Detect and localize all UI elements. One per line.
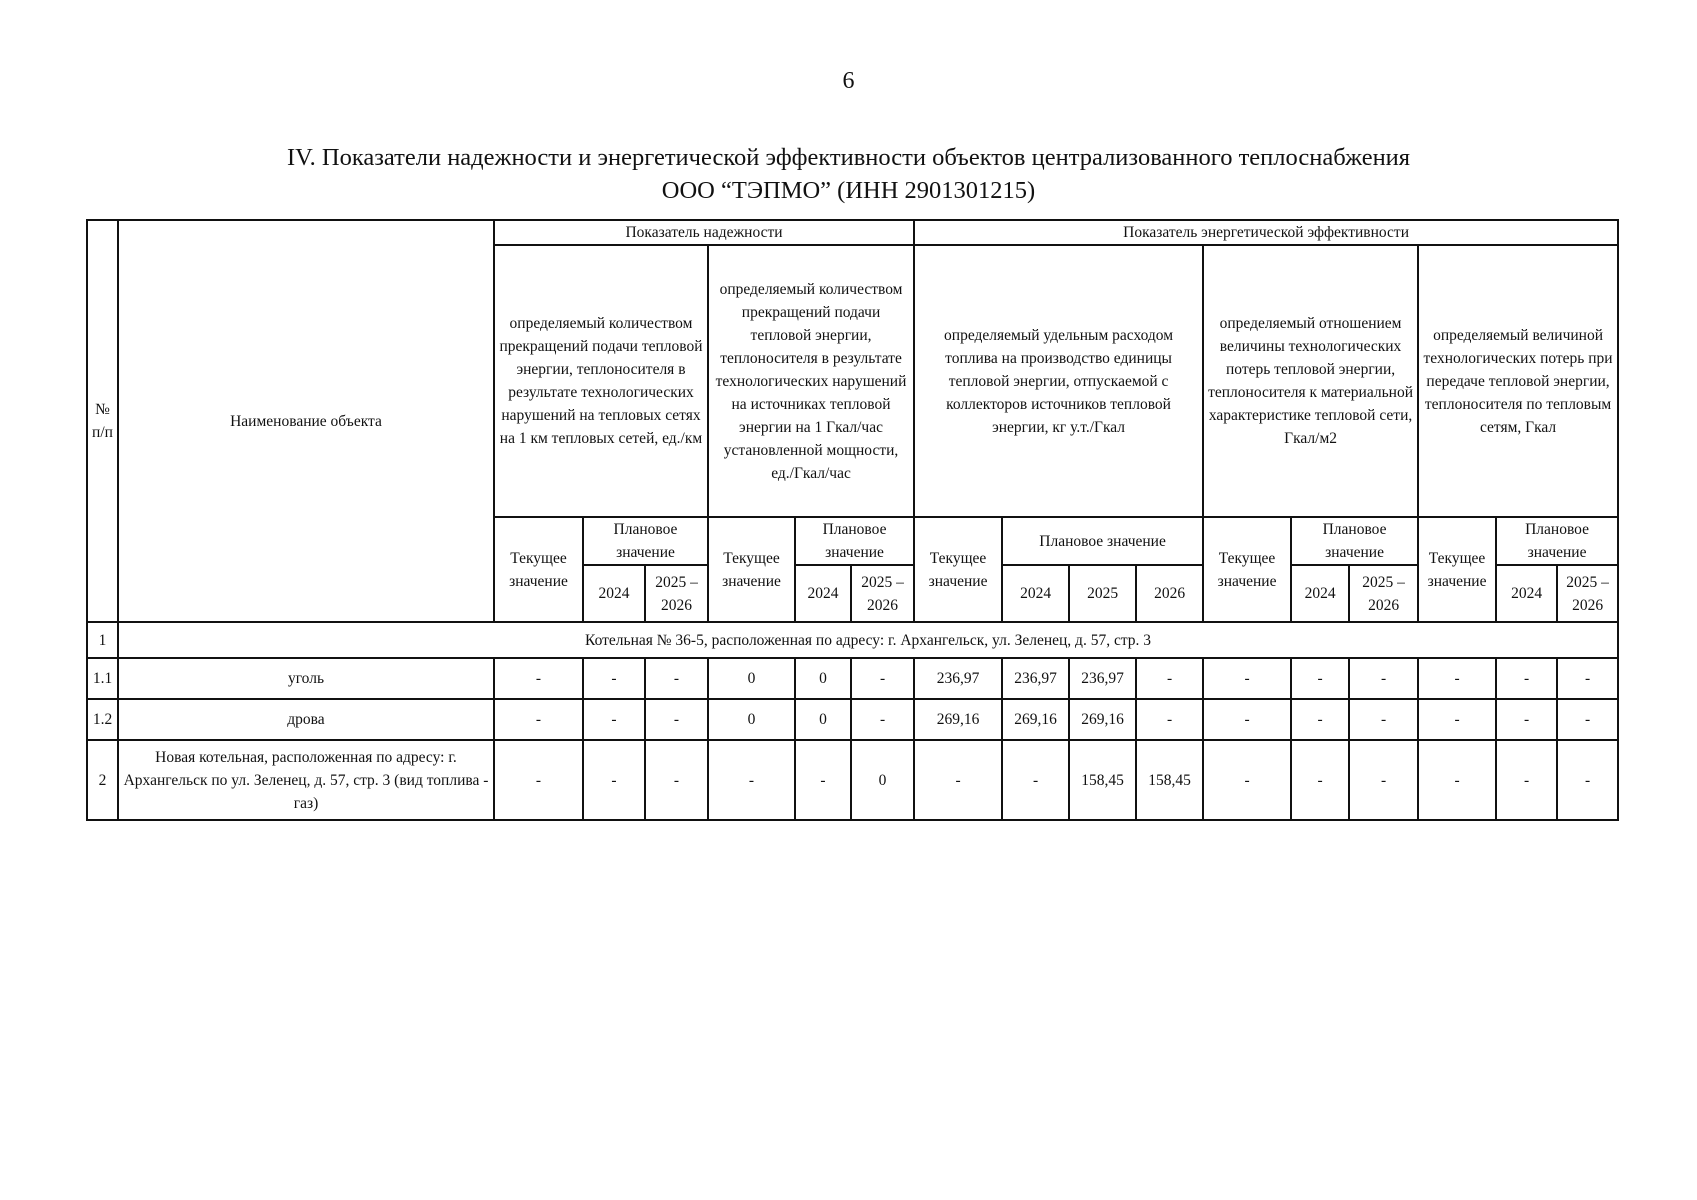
- table-row: [87, 699, 1618, 740]
- cell-value: -: [1496, 658, 1557, 699]
- current-value-header: Текущее значение: [494, 517, 583, 622]
- row-name: уголь: [118, 658, 494, 699]
- current-value-header: Текущее значение: [1418, 517, 1496, 622]
- cell-value: -: [1557, 740, 1618, 820]
- plan-value-header: Плановое значение: [1002, 517, 1203, 565]
- section-title: Котельная № 36-5, расположенная по адресу: г. Архангельск, ул. Зеленец, д. 57, стр. 3: [118, 622, 1618, 658]
- cell-value: 236,97: [1002, 658, 1069, 699]
- indicator-losses-ratio: определяемый отношением величины технологических потерь тепловой энергии, теплоносителя к материальной характеристике тепловой сети, Гкал/м2: [1203, 245, 1418, 517]
- cell-value: -: [494, 658, 583, 699]
- row-name: дрова: [118, 699, 494, 740]
- table-row: [87, 740, 1618, 820]
- cell-value: -: [645, 699, 708, 740]
- cell-value: -: [494, 740, 583, 820]
- cell-value: -: [1002, 740, 1069, 820]
- year-range-header: 2025 – 2026: [1349, 565, 1418, 622]
- cell-value: 0: [851, 740, 914, 820]
- document-title: [100, 141, 1597, 207]
- plan-value-header: Плановое значение: [583, 517, 708, 565]
- cell-value: -: [1496, 740, 1557, 820]
- cell-value: 269,16: [1069, 699, 1136, 740]
- cell-value: -: [1203, 658, 1291, 699]
- cell-value: -: [645, 740, 708, 820]
- cell-value: 158,45: [1136, 740, 1203, 820]
- title-line-2: ООО “ТЭПМО” (ИНН 2901301215): [661, 177, 1036, 204]
- plan-value-header: Плановое значение: [1496, 517, 1618, 565]
- year-header: 2024: [583, 565, 645, 622]
- cell-value: 236,97: [1069, 658, 1136, 699]
- current-value-header: Текущее значение: [1203, 517, 1291, 622]
- cell-value: -: [914, 740, 1002, 820]
- cell-value: -: [583, 740, 645, 820]
- year-header: 2024: [795, 565, 851, 622]
- year-header: 2025: [1069, 565, 1136, 622]
- page-number: 6: [842, 68, 855, 94]
- cell-value: -: [1418, 658, 1496, 699]
- indicator-transfer-losses: определяемый величиной технологических потерь при передаче тепловой энергии, теплоносителя по тепловым сетям, Гкал: [1418, 245, 1618, 517]
- cell-value: -: [1203, 740, 1291, 820]
- cell-value: 0: [708, 699, 795, 740]
- cell-value: -: [1291, 699, 1349, 740]
- year-range-header: 2025 – 2026: [1557, 565, 1618, 622]
- section-row: [87, 622, 1618, 658]
- row-name: Новая котельная, расположенная по адресу: г. Архангельск по ул. Зеленец, д. 57, стр. 3 (вид топлива - газ): [118, 740, 494, 820]
- cell-value: -: [1557, 699, 1618, 740]
- indicators-table: [86, 219, 1619, 821]
- cell-value: -: [795, 740, 851, 820]
- year-range-header: 2025 – 2026: [851, 565, 914, 622]
- col-name-header: Наименование объекта: [118, 220, 494, 622]
- cell-value: -: [645, 658, 708, 699]
- cell-value: -: [1418, 699, 1496, 740]
- cell-value: -: [708, 740, 795, 820]
- efficiency-group-header: Показатель энергетической эффективности: [914, 220, 1618, 245]
- cell-value: 269,16: [1002, 699, 1069, 740]
- indicator-network-outages: определяемый количеством прекращений подачи тепловой энергии, теплоносителя в результате технологических нарушений на тепловых сетях на 1 км тепловых сетей, ед./км: [494, 245, 708, 517]
- plan-value-header: Плановое значение: [1291, 517, 1418, 565]
- cell-value: -: [1136, 658, 1203, 699]
- row-number: 1: [87, 622, 118, 658]
- year-range-header: 2025 – 2026: [645, 565, 708, 622]
- cell-value: -: [494, 699, 583, 740]
- year-header: 2024: [1496, 565, 1557, 622]
- cell-value: 0: [708, 658, 795, 699]
- row-number: 1.1: [87, 658, 118, 699]
- cell-value: -: [1291, 740, 1349, 820]
- cell-value: 158,45: [1069, 740, 1136, 820]
- cell-value: -: [1349, 740, 1418, 820]
- cell-value: 236,97: [914, 658, 1002, 699]
- col-num-header: № п/п: [87, 220, 118, 622]
- cell-value: 0: [795, 658, 851, 699]
- cell-value: 269,16: [914, 699, 1002, 740]
- table-row: [87, 658, 1618, 699]
- row-number: 1.2: [87, 699, 118, 740]
- cell-value: -: [1496, 699, 1557, 740]
- reliability-group-header: Показатель надежности: [494, 220, 914, 245]
- year-header: 2024: [1291, 565, 1349, 622]
- title-line-1: IV. Показатели надежности и энергетической эффективности объектов централизованного теплоснабжения: [286, 144, 1411, 171]
- cell-value: -: [1418, 740, 1496, 820]
- cell-value: -: [583, 658, 645, 699]
- plan-value-header: Плановое значение: [795, 517, 914, 565]
- cell-value: -: [1349, 658, 1418, 699]
- cell-value: -: [1203, 699, 1291, 740]
- header-group-row: [87, 220, 1618, 245]
- cell-value: -: [1349, 699, 1418, 740]
- cell-value: 0: [795, 699, 851, 740]
- indicator-source-outages: определяемый количеством прекращений подачи тепловой энергии, теплоносителя в результате технологических нарушений на источниках тепловой энергии на 1 Гкал/час установленной мощности, ед./Гкал/час: [708, 245, 914, 517]
- cell-value: -: [851, 658, 914, 699]
- current-value-header: Текущее значение: [914, 517, 1002, 622]
- cell-value: -: [1557, 658, 1618, 699]
- indicator-fuel-consumption: определяемый удельным расходом топлива на производство единицы тепловой энергии, отпускаемой с коллекторов источников тепловой энергии, кг у.т./Гкал: [914, 245, 1203, 517]
- current-value-header: Текущее значение: [708, 517, 795, 622]
- year-header: 2024: [1002, 565, 1069, 622]
- year-header: 2026: [1136, 565, 1203, 622]
- cell-value: -: [1136, 699, 1203, 740]
- cell-value: -: [851, 699, 914, 740]
- row-number: 2: [87, 740, 118, 820]
- cell-value: -: [583, 699, 645, 740]
- cell-value: -: [1291, 658, 1349, 699]
